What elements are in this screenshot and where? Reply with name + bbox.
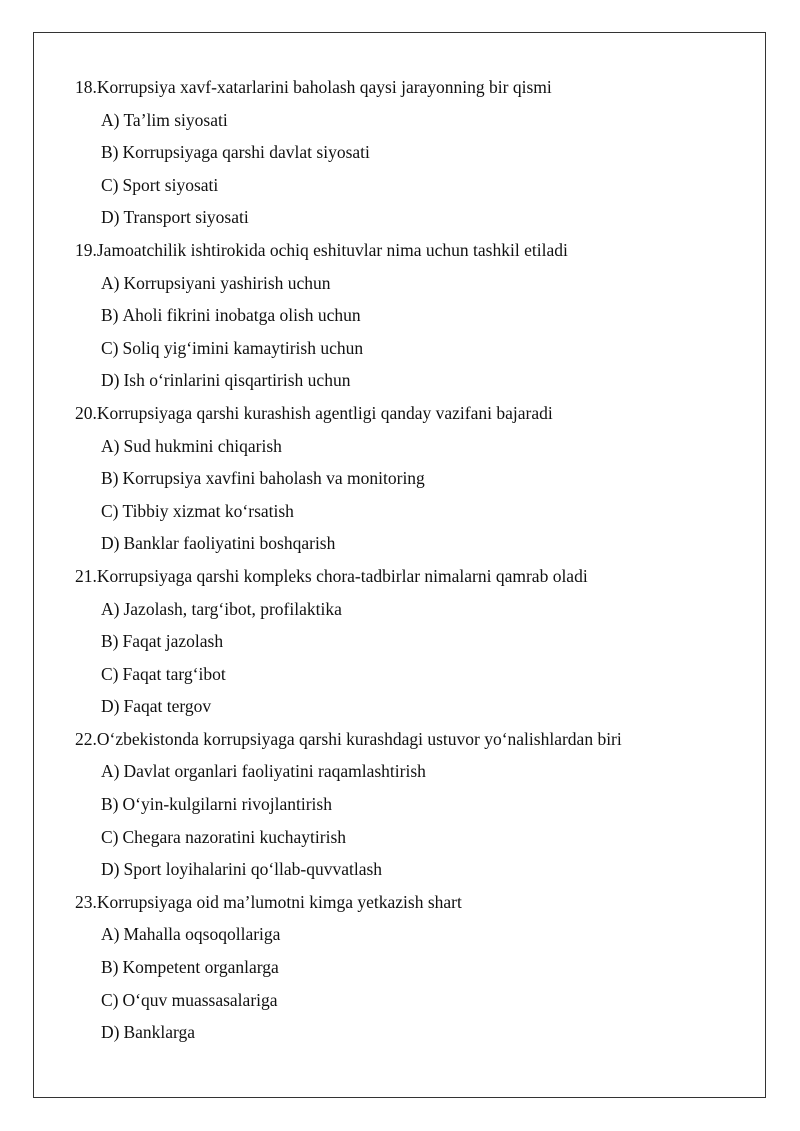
option-d (75, 527, 755, 560)
option-a (75, 755, 755, 788)
option-text: Korrupsiyaga qarshi davlat siyosati (122, 142, 370, 163)
option-text: Sud hukmini chiqarish (123, 435, 282, 456)
option-text: Sport siyosati (122, 174, 219, 195)
option-text: Faqat tergov (123, 696, 212, 717)
question-text: Korrupsiyaga oid ma’lumotni kimga yetkazish shart (96, 891, 462, 912)
option-letter: A) (101, 435, 120, 456)
option-letter: B) (101, 468, 119, 489)
option-a (75, 267, 755, 300)
question-21 (75, 560, 755, 723)
option-text: O‘yin-kulgilarni rivojlantirish (122, 794, 332, 815)
option-letter: D) (101, 696, 120, 717)
question-line (75, 397, 755, 430)
question-22 (75, 723, 755, 886)
question-number: 18. (75, 77, 97, 97)
option-letter: D) (101, 207, 120, 228)
option-text: Korrupsiya xavfini baholash va monitoring (122, 468, 425, 489)
option-text: Chegara nazoratini kuchaytirish (122, 826, 347, 847)
option-text: Banklarga (123, 1022, 196, 1043)
question-number: 20. (75, 402, 97, 423)
question-number: 23. (75, 891, 97, 912)
option-b (75, 788, 755, 821)
option-letter: A) (101, 598, 120, 619)
option-text: Faqat targ‘ibot (122, 663, 226, 684)
option-letter: D) (101, 533, 120, 554)
option-letter: B) (101, 794, 119, 815)
option-letter: D) (101, 370, 120, 391)
option-b (75, 136, 755, 169)
option-a (75, 430, 755, 463)
option-text: Jazolash, targ‘ibot, profilaktika (123, 598, 342, 619)
option-a (75, 104, 755, 137)
question-text: Korrupsiya xavf-xatarlarini baholash qaysi jarayonning bir qismi (96, 77, 552, 97)
option-letter: A) (101, 272, 120, 293)
option-letter: A) (101, 761, 120, 782)
option-text: Aholi fikrini inobatga olish uchun (122, 305, 361, 326)
option-d (75, 201, 755, 234)
question-text: Korrupsiyaga qarshi kompleks chora-tadbirlar nimalarni qamrab oladi (96, 565, 588, 586)
question-line (75, 723, 755, 756)
option-b (75, 951, 755, 984)
option-c (75, 332, 755, 365)
option-text: Ta’lim siyosati (123, 109, 228, 130)
option-text: Transport siyosati (123, 207, 249, 228)
option-text: Soliq yig‘imini kamaytirish uchun (122, 337, 364, 358)
option-c (75, 169, 755, 202)
question-line (75, 71, 755, 104)
question-text: O‘zbekistonda korrupsiyaga qarshi kurashdagi ustuvor yo‘nalishlardan biri (96, 728, 622, 749)
option-letter: B) (101, 142, 119, 163)
option-letter: D) (101, 859, 120, 880)
option-d (75, 690, 755, 723)
question-number: 19. (75, 239, 97, 260)
option-letter: B) (101, 957, 119, 978)
option-b (75, 299, 755, 332)
option-text: Ish o‘rinlarini qisqartirish uchun (123, 370, 351, 391)
option-letter: C) (101, 174, 119, 195)
option-letter: C) (101, 989, 119, 1010)
question-list (75, 71, 755, 1049)
option-letter: A) (101, 109, 120, 130)
question-line (75, 886, 755, 919)
option-text: Banklar faoliyatini boshqarish (123, 533, 336, 554)
option-text: Mahalla oqsoqollariga (123, 924, 281, 945)
option-a (75, 593, 755, 626)
question-20 (75, 397, 755, 560)
option-b (75, 625, 755, 658)
option-text: O‘quv muassasalariga (122, 989, 278, 1010)
option-d (75, 853, 755, 886)
question-number: 21. (75, 565, 97, 586)
option-c (75, 984, 755, 1017)
option-d (75, 1016, 755, 1049)
option-letter: D) (101, 1022, 120, 1043)
option-letter: C) (101, 337, 119, 358)
question-text: Korrupsiyaga qarshi kurashish agentligi qanday vazifani bajaradi (96, 402, 553, 423)
question-23 (75, 886, 755, 1049)
option-a (75, 918, 755, 951)
option-letter: B) (101, 305, 119, 326)
option-letter: C) (101, 826, 119, 847)
option-text: Faqat jazolash (122, 631, 224, 652)
option-c (75, 821, 755, 854)
question-19 (75, 234, 755, 397)
question-18 (75, 71, 755, 234)
option-text: Korrupsiyani yashirish uchun (123, 272, 331, 293)
option-text: Tibbiy xizmat ko‘rsatish (122, 500, 294, 521)
question-line (75, 234, 755, 267)
option-d (75, 364, 755, 397)
option-letter: A) (101, 924, 120, 945)
option-c (75, 495, 755, 528)
question-number: 22. (75, 728, 97, 749)
option-text: Kompetent organlarga (122, 957, 279, 978)
option-b (75, 462, 755, 495)
option-c (75, 658, 755, 691)
option-text: Sport loyihalarini qo‘llab-quvvatlash (123, 859, 383, 880)
option-letter: B) (101, 631, 119, 652)
option-text: Davlat organlari faoliyatini raqamlashtirish (123, 761, 426, 782)
option-letter: C) (101, 500, 119, 521)
option-letter: C) (101, 663, 119, 684)
question-line (75, 560, 755, 593)
question-text: Jamoatchilik ishtirokida ochiq eshituvlar nima uchun tashkil etiladi (96, 239, 568, 260)
